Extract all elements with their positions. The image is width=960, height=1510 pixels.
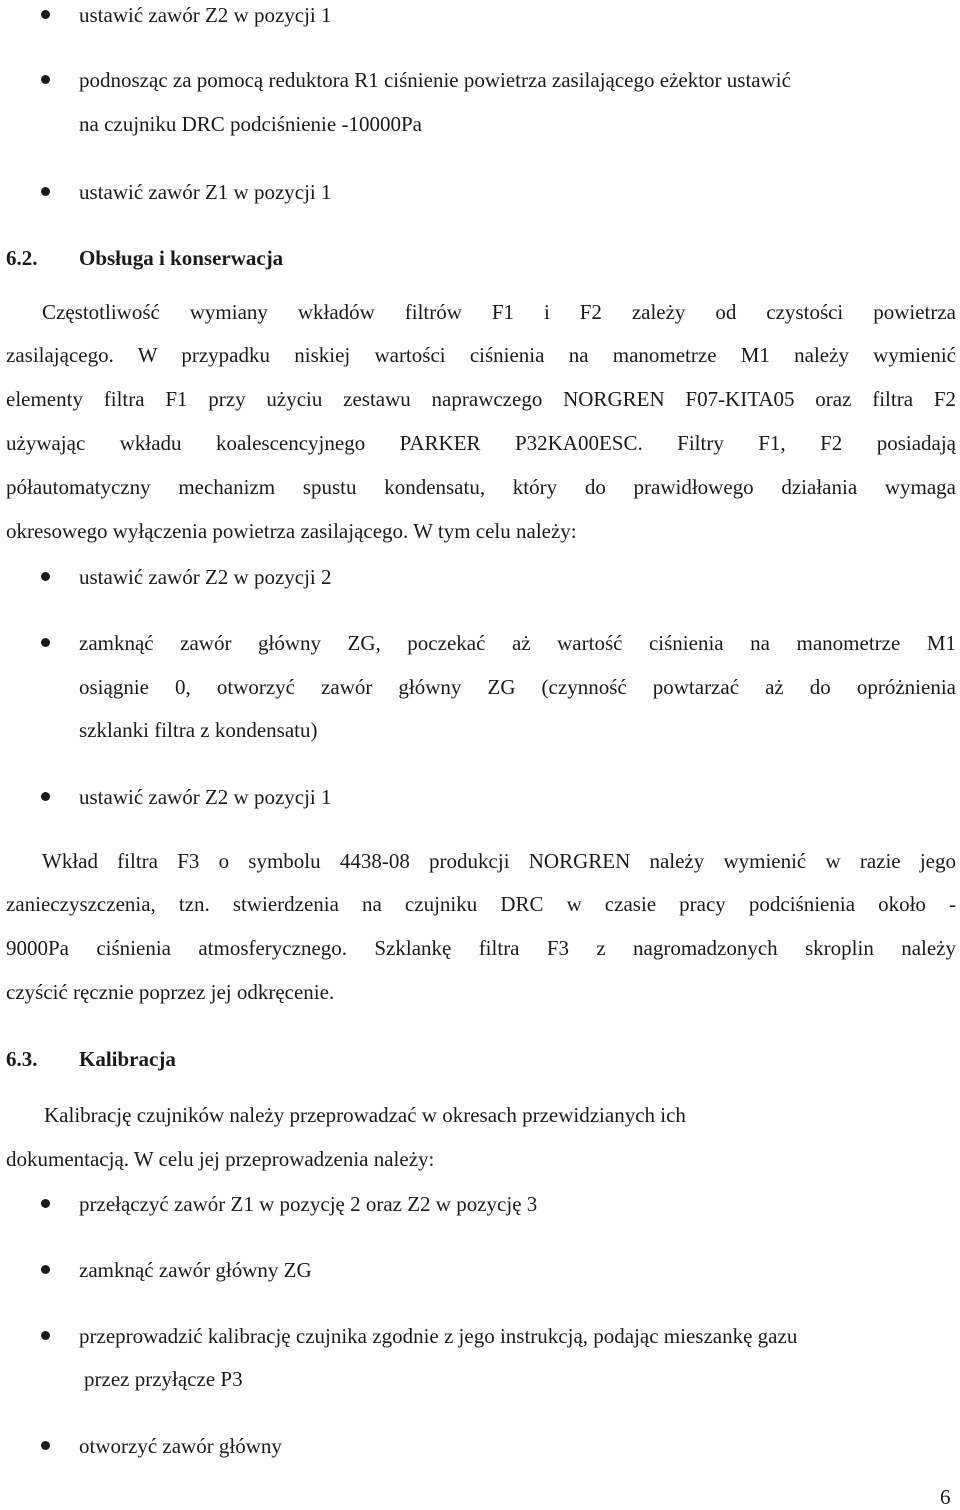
bullet-icon — [41, 792, 50, 801]
paragraph-line: Kalibrację czujników należy przeprowadzać w okresach przewidzianych ich — [44, 1103, 686, 1127]
section-title: Obsługa i konserwacja — [79, 246, 284, 270]
bullet-icon — [41, 638, 50, 647]
paragraph-line: dokumentacją. W celu jej przeprowadzenia należy: — [6, 1147, 435, 1171]
paragraph-line: czyścić ręcznie poprzez jej odkręcenie. — [6, 980, 335, 1004]
list-item-line: przez przyłącze P3 — [84, 1367, 243, 1391]
bullet-icon — [41, 10, 50, 19]
section-number: 6.2. — [6, 246, 38, 270]
bullet-icon — [41, 572, 50, 581]
list-item: przełączyć zawór Z1 w pozycję 2 oraz Z2 w pozycję 3 — [79, 1192, 538, 1216]
list-item-line: zamknąć zawór główny ZG, poczekać aż wartość ciśnienia na manometrze M1 — [79, 631, 956, 655]
bullet-icon — [41, 1199, 50, 1208]
list-item-line: podnosząc za pomocą reduktora R1 ciśnienie powietrza zasilającego eżektor ustawić — [79, 68, 791, 92]
list-item: ustawić zawór Z1 w pozycji 1 — [79, 180, 332, 204]
list-item: ustawić zawór Z2 w pozycji 2 — [79, 565, 332, 589]
paragraph-line: zanieczyszczenia, tzn. stwierdzenia na czujniku DRC w czasie pracy podciśnienia około - — [6, 892, 956, 916]
section-number: 6.3. — [6, 1047, 38, 1071]
paragraph-line: zasilającego. W przypadku niskiej wartości ciśnienia na manometrze M1 należy wymienić — [6, 343, 956, 367]
paragraph-line: 9000Pa ciśnienia atmosferycznego. Szklankę filtra F3 z nagromadzonych skroplin należy — [6, 936, 956, 960]
paragraph-line: półautomatyczny mechanizm spustu kondensatu, który do prawidłowego działania wymaga — [6, 475, 956, 499]
paragraph-line: Częstotliwość wymiany wkładów filtrów F1 i F2 zależy od czystości powietrza — [42, 300, 956, 324]
list-item: ustawić zawór Z2 w pozycji 1 — [79, 785, 332, 809]
bullet-icon — [41, 187, 50, 196]
list-item: ustawić zawór Z2 w pozycji 1 — [79, 3, 332, 27]
bullet-icon — [41, 1331, 50, 1340]
paragraph-line: używając wkładu koalescencyjnego PARKER P32KA00ESC. Filtry F1, F2 posiadają — [6, 431, 956, 455]
page-number: 6 — [940, 1485, 951, 1509]
list-item-line: przeprowadzić kalibrację czujnika zgodnie z jego instrukcją, podając mieszankę gazu — [79, 1324, 798, 1348]
bullet-icon — [41, 1265, 50, 1274]
section-title: Kalibracja — [79, 1047, 176, 1071]
list-item-line: na czujniku DRC podciśnienie -10000Pa — [79, 112, 422, 136]
paragraph-line: Wkład filtra F3 o symbolu 4438-08 produkcji NORGREN należy wymienić w razie jego — [42, 849, 956, 873]
paragraph-line: elementy filtra F1 przy użyciu zestawu naprawczego NORGREN F07-KITA05 oraz filtra F2 — [6, 387, 956, 411]
list-item-line: szklanki filtra z kondensatu) — [79, 718, 318, 742]
list-item: otworzyć zawór główny — [79, 1434, 282, 1458]
bullet-icon — [41, 75, 50, 84]
bullet-icon — [41, 1441, 50, 1450]
list-item: zamknąć zawór główny ZG — [79, 1258, 312, 1282]
paragraph-line: okresowego wyłączenia powietrza zasilającego. W tym celu należy: — [6, 519, 577, 543]
list-item-line: osiągnie 0, otworzyć zawór główny ZG (czynność powtarzać aż do opróżnienia — [79, 675, 956, 699]
